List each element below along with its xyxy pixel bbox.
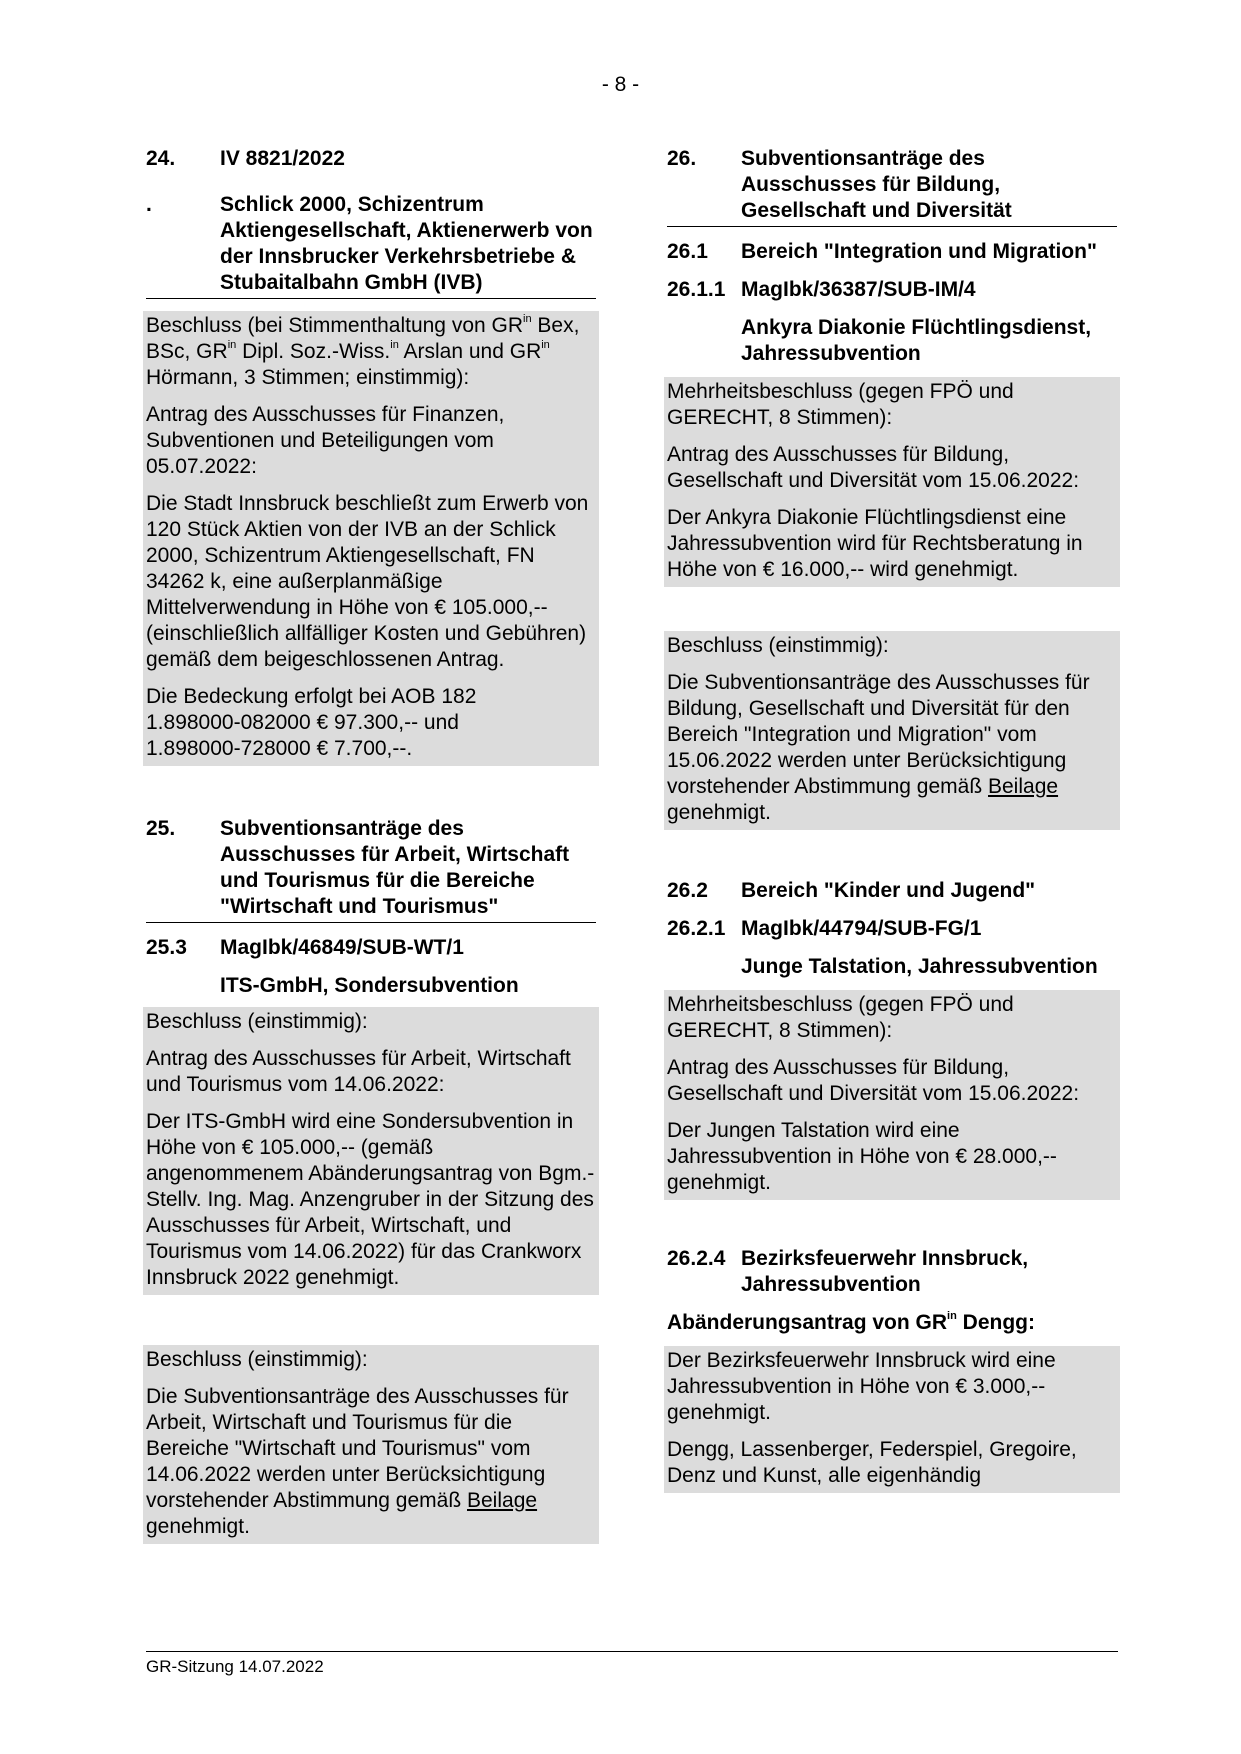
- item-26-1-final-resolution: [664, 631, 1120, 830]
- item-26-2-1-reference: MagIbk/44794/SUB-FG/1: [741, 917, 982, 940]
- item-24-number: 24.: [146, 147, 176, 170]
- item-26-2-4-title: Bezirksfeuerwehr Innsbruck, Jahressubvention: [741, 1247, 1029, 1296]
- item-25-title: Subventionsanträge des Ausschusses für Arbeit, Wirtschaft und Tourismus für die Bereiche "Wirtschaft und Tourismus": [220, 817, 570, 918]
- item-26-1-final-vote: Beschluss (einstimmig):: [667, 634, 889, 657]
- item-25-3-decision: Der ITS-GmbH wird eine Sondersubvention in Höhe von € 105.000,-- (gemäß angenommenem Abänderungsantrag von Bgm.-Stellv. Ing. Mag. Anzengruber in der Sitzung des Ausschusses für Arbeit, Wirtschaft, und Tourismus vom 14.06.2022) für das Crankworx Innsbruck 2022 genehmigt.: [146, 1110, 595, 1289]
- item-25-3-reference: MagIbk/46849/SUB-WT/1: [220, 936, 464, 959]
- item-26-1-1-motion: Antrag des Ausschusses für Bildung, Gesellschaft und Diversität vom 15.06.2022:: [667, 443, 1080, 492]
- item-26-2-heading: [667, 878, 1117, 904]
- item-26-title: Subventionsanträge des Ausschusses für Bildung, Gesellschaft und Diversität: [741, 147, 1012, 222]
- item-25-number: 25.: [146, 817, 176, 840]
- item-26-1-final-text: Die Subventionsanträge des Ausschusses für Bildung, Gesellschaft und Diversität für den Bereich "Integration und Migration" vom 15.06.2022 werden unter Berücksichtigung vorstehender Abstimmung gemäß Beilage genehmigt.: [667, 671, 1090, 824]
- amendment-heading: Abänderungsantrag von $GR^{in}$ Dengg:: [667, 1310, 1035, 1334]
- item-24-resolution: [143, 311, 599, 766]
- item-25-3-heading: [146, 935, 596, 961]
- item-26-2-1-resolution: [664, 990, 1120, 1200]
- item-26-2-title: Bereich "Kinder und Jugend": [741, 879, 1036, 902]
- item-26-2-1-number: 26.2.1: [667, 917, 726, 940]
- item-24-reference: IV 8821/2022: [220, 147, 345, 170]
- item-25-final-resolution: [143, 1345, 599, 1544]
- amendment-signers: Dengg, Lassenberger, Federspiel, Gregoire, Denz und Kunst, alle eigenhändig: [667, 1438, 1077, 1487]
- item-26-1-1-decision: Der Ankyra Diakonie Flüchtlingsdienst eine Jahressubvention wird für Rechtsberatung in Höhe von € 16.000,-- wird genehmigt.: [667, 506, 1083, 581]
- item-25-3-resolution: [143, 1007, 599, 1295]
- item-26-number: 26.: [667, 147, 697, 170]
- item-26-1-number: 26.1: [667, 240, 708, 263]
- attachment-link[interactable]: Beilage: [467, 1489, 538, 1512]
- item-26-2-1-heading: [667, 916, 1117, 942]
- item-24-vote: Beschluss (bei Stimmenthaltung von $GR^{in}$ Bex, BSc, $GR^{in}$ Dipl. Soz.-Wiss.$^{in}$ Arslan und $GR^{in}$ Hörmann, 3 Stimmen; einstimmig):: [146, 313, 580, 389]
- item-26-2-4-heading: [667, 1246, 1117, 1298]
- item-26-2-1-decision: Der Jungen Talstation wird eine Jahressubvention in Höhe von € 28.000,-- genehmigt.: [667, 1119, 1057, 1194]
- right-column: [667, 146, 1117, 1493]
- item-24-motion: Antrag des Ausschusses für Finanzen, Subventionen und Beteiligungen vom 05.07.2022:: [146, 403, 505, 478]
- item-26-1-title: Bereich "Integration und Migration": [741, 240, 1097, 263]
- item-25-3-vote: Beschluss (einstimmig):: [146, 1010, 368, 1033]
- item-24-title: Schlick 2000, Schizentrum Aktiengesellschaft, Aktienerwerb von der Innsbrucker Verkehrsbetriebe & Stubaitalbahn GmbH (IVB): [220, 193, 593, 294]
- item-26-2-4-number: 26.2.4: [667, 1247, 726, 1270]
- footer-divider: [146, 1651, 1118, 1652]
- attachment-link[interactable]: Beilage: [988, 775, 1059, 798]
- item-26-heading: [667, 146, 1117, 227]
- item-25-heading: [146, 816, 596, 923]
- item-24-decision: Die Stadt Innsbruck beschließt zum Erwerb von 120 Stück Aktien von der IVB an der Schlick 2000, Schizentrum Aktiengesellschaft, FN 34262 k, eine außerplanmäßige Mittelverwendung in Höhe von € 105.000,-- (einschließlich allfälliger Kosten und Gebühren) gemäß dem beigeschlossenen Antrag.: [146, 492, 589, 671]
- item-26-1-1-reference: MagIbk/36387/SUB-IM/4: [741, 278, 976, 301]
- page-number: - 8 -: [601, 73, 640, 96]
- item-26-1-heading: [667, 239, 1117, 265]
- item-26-2-1-motion: Antrag des Ausschusses für Bildung, Gesellschaft und Diversität vom 15.06.2022:: [667, 1056, 1080, 1105]
- item-26-2-1-title: Junge Talstation, Jahressubvention: [741, 955, 1098, 978]
- item-26-1-1-vote: Mehrheitsbeschluss (gegen FPÖ und GERECHT, 8 Stimmen):: [667, 380, 1014, 429]
- item-26-2-number: 26.2: [667, 879, 708, 902]
- footer-text: GR-Sitzung 14.07.2022: [146, 1657, 324, 1676]
- item-26-1-1-heading: [667, 277, 1117, 303]
- item-25-3-motion: Antrag des Ausschusses für Arbeit, Wirtschaft und Tourismus vom 14.06.2022:: [146, 1047, 571, 1096]
- amendment-box: [664, 1346, 1120, 1493]
- amendment-text: Der Bezirksfeuerwehr Innsbruck wird eine Jahressubvention in Höhe von € 3.000,-- genehmigt.: [667, 1349, 1056, 1424]
- item-25-3-number: 25.3: [146, 936, 187, 959]
- item-26-1-1-number: 26.1.1: [667, 278, 726, 301]
- item-24-dot: .: [146, 193, 152, 216]
- left-column: [146, 146, 596, 1544]
- item-25-final-text: Die Subventionsanträge des Ausschusses für Arbeit, Wirtschaft und Tourismus für die Bereiche "Wirtschaft und Tourismus" vom 14.06.2022 werden unter Berücksichtigung vorstehender Abstimmung gemäß Beilage genehmigt.: [146, 1385, 569, 1538]
- item-24-coverage: Die Bedeckung erfolgt bei AOB 182 1.898000-082000 € 97.300,-- und 1.898000-728000 € 7.700,--.: [146, 685, 477, 760]
- item-25-final-vote: Beschluss (einstimmig):: [146, 1348, 368, 1371]
- item-25-3-title: ITS-GmbH, Sondersubvention: [220, 974, 519, 997]
- item-26-2-1-vote: Mehrheitsbeschluss (gegen FPÖ und GERECHT, 8 Stimmen):: [667, 993, 1014, 1042]
- item-26-1-1-resolution: [664, 377, 1120, 587]
- item-26-1-1-title: Ankyra Diakonie Flüchtlingsdienst, Jahressubvention: [741, 316, 1092, 365]
- item-24-heading: [146, 146, 596, 299]
